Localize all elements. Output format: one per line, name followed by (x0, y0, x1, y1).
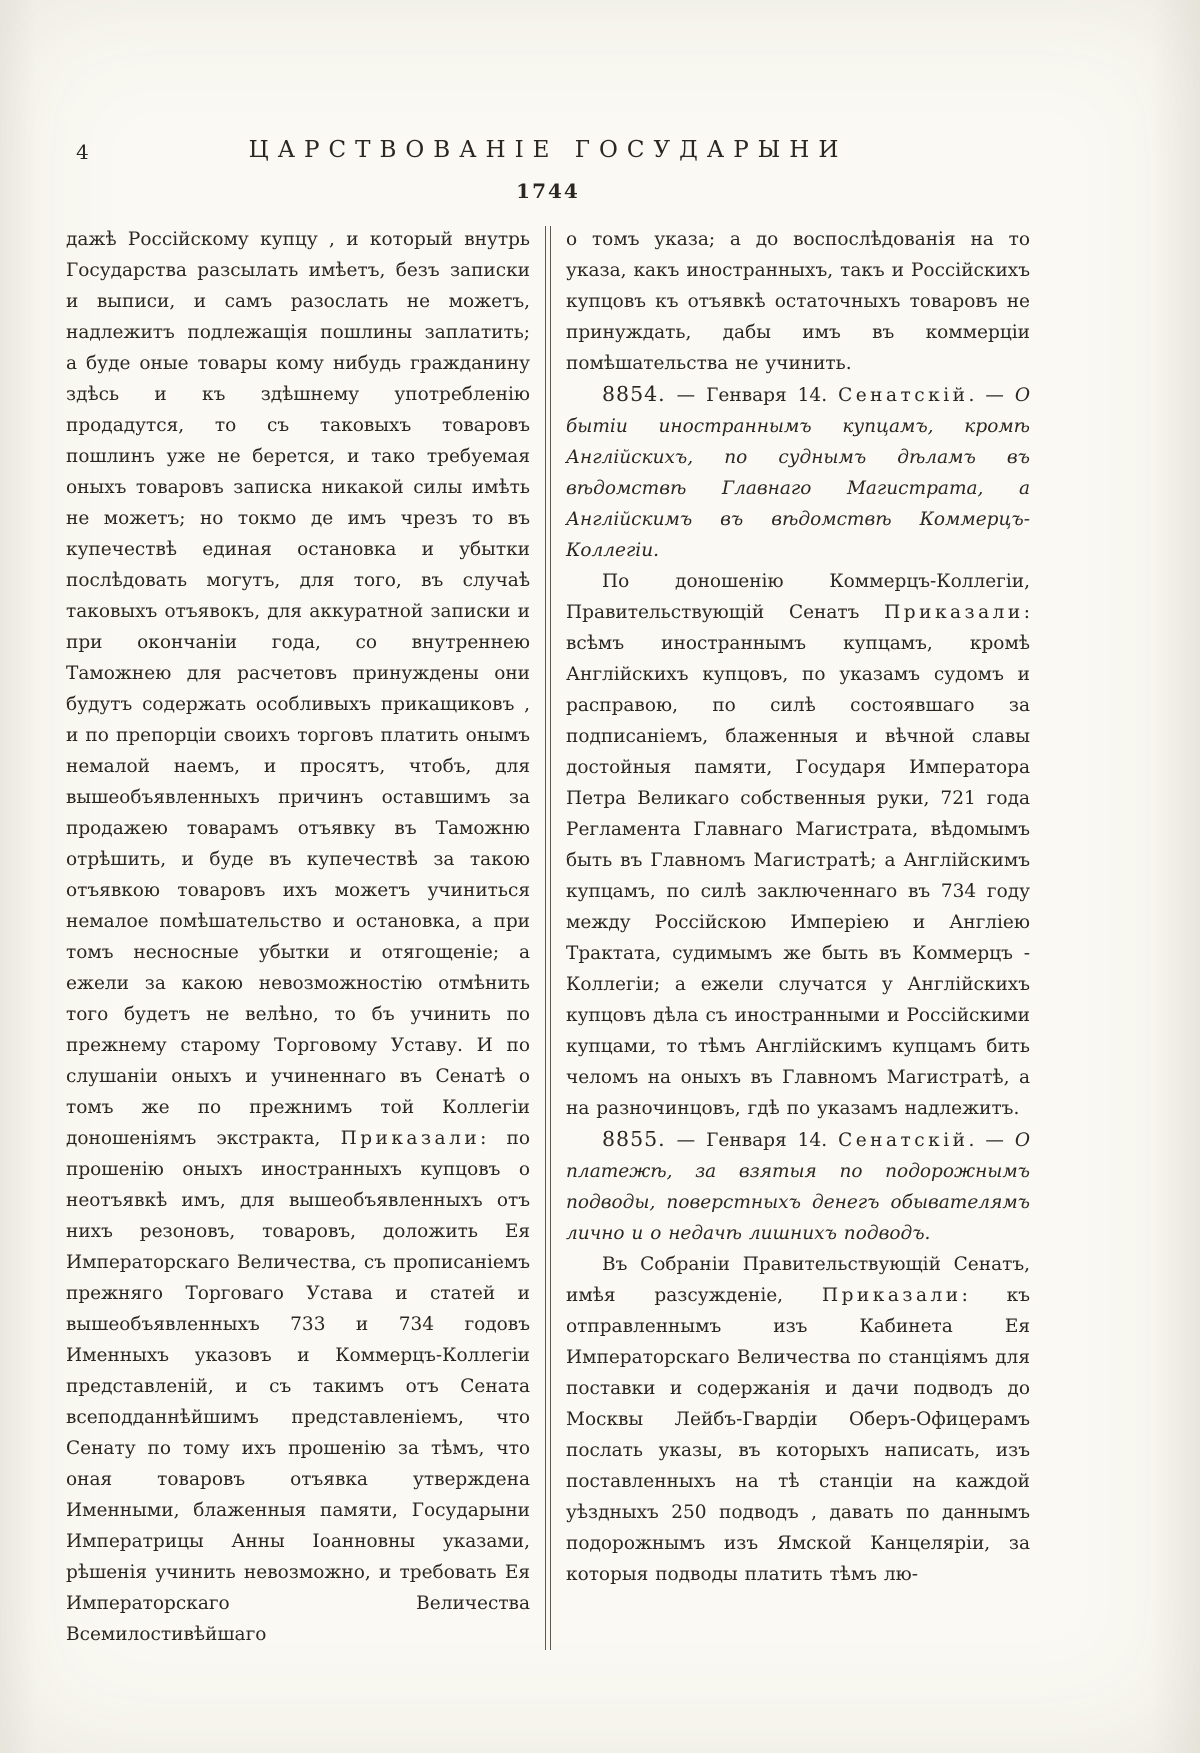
text-segment-normal: : всѣмъ иностраннымъ купцамъ, кромѣ Англійскихъ купцовъ, по указамъ судомъ и расправою, по силѣ состоявшаго за подписаніемъ, блаженныя и вѣчной славы достойныя памяти, Государя Императора Петра Великаго собственныя руки, 721 года Регламента Главнаго Магистрата, вѣдомымъ быть въ Главномъ Магистратѣ; а Англійскимъ купцамъ, по силѣ заключеннаго въ 734 году между Россійскою Имперіею и Англіею Трактата, судимымъ же быть въ Коммерцъ - Коллегіи; а ежели случатся у Англійскихъ купцовъ дѣла съ иностранными и Россійскими купцами, то тѣмъ Англійскимъ купцамъ бить челомъ на оныхъ въ Главномъ Магистратѣ, а на разночинцовъ, гдѣ по указамъ надлежитъ. (566, 602, 1030, 1119)
text-columns (66, 224, 1030, 1650)
entry-8854-heading (566, 379, 1030, 566)
continuation-paragraph-left (66, 224, 530, 1650)
text-segment-spaced: Сенатскій (838, 385, 969, 406)
text-segment-normal: — Генваря 14. (665, 1130, 839, 1151)
text-segment-normal: . — (968, 385, 1015, 406)
page-number: 4 (76, 140, 89, 164)
text-segment-num: 8855. (602, 1127, 666, 1151)
text-segment-normal: о томъ указа; а до воспослѣдованія на то указа, какъ иностранныхъ, такъ и Россійскихъ купцовъ къ отъявкѣ остаточныхъ товаровъ не принуждать, дабы имъ въ коммерціи помѣшательства не учинить. (566, 229, 1030, 374)
text-segment-normal: По доношенію Коммерцъ-Коллегіи, Правительствующій Сенатъ (566, 571, 1030, 623)
text-segment-normal: — Генваря 14. (665, 385, 839, 406)
text-segment-normal: дажѣ Россійскому купцу , и который внутрь Государства разсылать имѣетъ, безъ записки и выписи, и самъ разослать не можетъ, надлежитъ подлежащія пошлины заплатить; а буде оные товары кому нибудь гражданину здѣсь и къ здѣшнему употребленію продадутся, то съ таковыхъ товаровъ пошлинъ уже не берется, и тако требуемая оныхъ товаровъ записка никакой силы имѣть не можетъ; но токмо де имъ чрезъ то въ купечествѣ единая остановка и убытки послѣдовать могутъ, для того, въ случаѣ таковыхъ отъявокъ, для аккуратной записки и при окончаніи года, со внутреннею Таможнею для расчетовъ принуждены они будутъ содержать особливыхъ прикащиковъ , и по препорціи своихъ торговъ платить онымъ немалой наемъ, и просятъ, чтобъ, для вышеобъявленныхъ причинъ оставшимъ за продажею товарамъ отъявку въ Таможню отрѣшить, и буде въ купечествѣ за такою отъявкою товаровъ ихъ можетъ учиниться немалое помѣшательство и остановка, а при томъ несносные убытки и отягощеніе; а ежели за какою невозможностію отмѣнить того будетъ не велѣно, то бъ учинить по прежнему старому Торговому Уставу. И по слушаніи оныхъ и учиненнаго въ Сенатѣ о томъ же по прежнимъ той Коллегіи доношеніямъ экстракта, (66, 229, 530, 1149)
entry-8855-body (566, 1249, 1030, 1590)
column-divider-rule (545, 226, 551, 1650)
text-segment-normal: : къ отправленнымъ изъ Кабинета Ея Императорскаго Величества по станціямъ для поставки и содержанія и дачи подводъ до Москвы Лейбъ-Гвардіи Оберъ-Офицерамъ послать указы, въ которыхъ написать, изъ поставленныхъ на тѣ станціи на каждой уѣздныхъ 250 подводъ , давать по даннымъ подорожнымъ изъ Ямской Канцеляріи, за которыя подводы платить тѣмъ лю- (566, 1285, 1031, 1585)
right-column (566, 224, 1030, 1650)
text-segment-spaced: Сенатскій (838, 1130, 969, 1151)
text-segment-spaced: Приказали (884, 602, 1024, 623)
text-segment-spaced: Приказали (340, 1128, 481, 1149)
text-segment-italic: О бытіи иностраннымъ купцамъ, кромѣ Англійскихъ, по суднымъ дѣламъ въ вѣдомствѣ Главнаго Магистрата, а Англійскимъ въ вѣдомствѣ Коммерцъ-Коллегіи. (566, 385, 1030, 561)
running-title: ЦАРСТВОВАНІЕ ГОСУДАРЫНИ (248, 137, 848, 163)
text-segment-spaced: Приказали (821, 1285, 962, 1306)
left-column (66, 224, 530, 1650)
year-heading: 1744 (516, 179, 580, 203)
text-segment-italic: О платежѣ, за взятыя по подорожнымъ подводы, поверстныхъ денегъ обывателямъ лично и о недачѣ лишнихъ подводъ. (566, 1130, 1030, 1244)
entry-8855-heading (566, 1124, 1030, 1249)
text-segment-normal: Въ Собраніи Правительствующій Сенатъ, имѣя разсужденіе, (566, 1254, 1030, 1306)
text-segment-num: 8854. (602, 382, 666, 406)
text-segment-normal: : по прошенію оныхъ иностранныхъ купцовъ о неотъявкѣ имъ, для вышеобъявленныхъ отъ нихъ резоновъ, товаровъ, доложить Ея Императорскаго Величества, съ прописаніемъ прежняго Торговаго Устава и статей и вышеобъявленныхъ 733 и 734 годовъ Именныхъ указовъ и Коммерцъ-Коллегіи представленій, и съ такимъ отъ Сената всеподданнѣйшимъ представленіемъ, что Сенату по тому ихъ прошенію за тѣмъ, что оная товаровъ отъявка утверждена Именными, блаженныя памяти, Государыни Императрицы Анны Іоанновны указами, рѣшенія учинить невозможно, и требовать Ея Императорскаго Величества Всемилостивѣйшаго (66, 1128, 530, 1645)
text-segment-normal: . — (968, 1130, 1015, 1151)
continuation-paragraph-right (566, 224, 1030, 379)
entry-8854-body (566, 566, 1030, 1124)
